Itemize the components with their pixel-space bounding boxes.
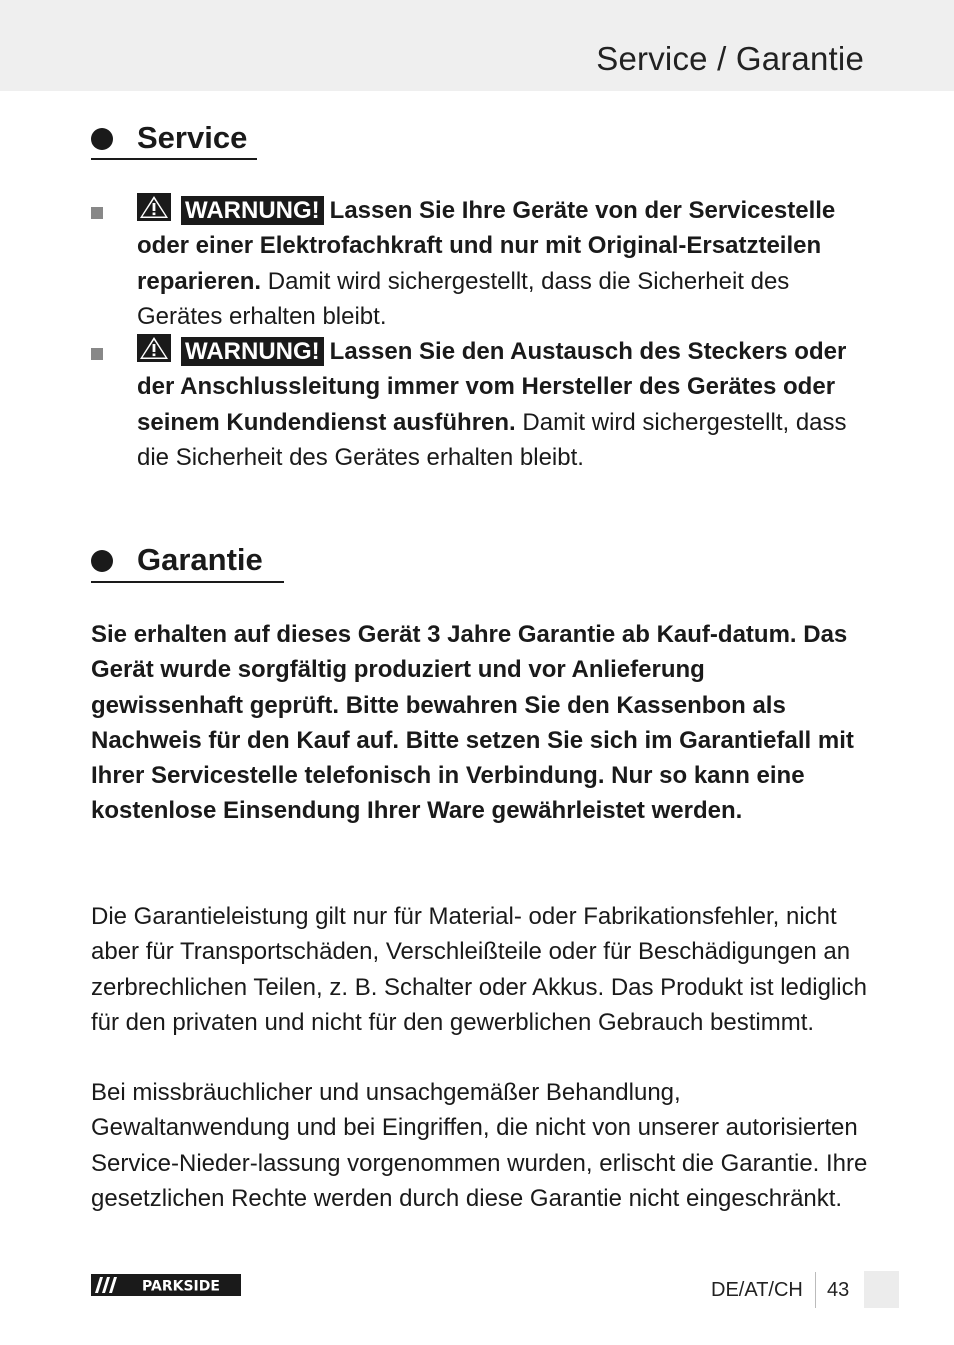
- warning-triangle-icon: [137, 334, 171, 362]
- heading-bullet-icon: [91, 128, 113, 150]
- warning-bold-text: Lassen Sie den Austausch des Steckers oder der Anschlussleitung immer vom Hersteller des Gerätes oder seinem Kundendienst ausführen.: [137, 338, 847, 436]
- garantie-heading: [91, 541, 263, 581]
- square-bullet-icon: [91, 207, 103, 219]
- service-heading-text: Service: [137, 120, 248, 155]
- garantie-heading-underline: [91, 581, 284, 583]
- list-item: [91, 193, 871, 334]
- garantie-heading-text: Garantie: [137, 542, 263, 577]
- footer-divider: [815, 1272, 816, 1308]
- logo-text: PARKSIDE: [142, 1278, 220, 1295]
- garantie-paragraph-2: Bei missbräuchlicher und unsachgemäßer Behandlung, Gewaltanwendung und bei Eingriffen, die nicht von unserer autorisierten Service-Nieder-lassung vorgenommen wurden, erlischt die Garantie. Ihre gesetzlichen Rechte werden durch diese Garantie nicht eingeschränkt.: [91, 1079, 868, 1212]
- list-item: [91, 334, 871, 475]
- warning-label: WARNUNG!: [181, 337, 324, 366]
- service-heading: [91, 119, 247, 159]
- footer-tab-marker: [864, 1271, 899, 1308]
- warning-triangle-icon: [137, 193, 171, 221]
- service-heading-underline: [91, 158, 257, 160]
- warning-bold-text: Lassen Sie Ihre Geräte von der Servicestelle oder einer Elektrofachkraft und nur mit Original-Ersatzteilen reparieren.: [137, 197, 836, 295]
- square-bullet-icon: [91, 348, 103, 360]
- garantie-paragraph-1: Die Garantieleistung gilt nur für Material- oder Fabrikationsfehler, nicht aber für Transportschäden, Verschleißteile oder für Beschädigungen an zerbrechlichen Teilen, z. B. Schalter oder Akkus. Das Produkt ist lediglich für den privaten und nicht für den gewerblichen Gebrauch bestimmt.: [91, 903, 867, 1036]
- service-list: [91, 193, 871, 475]
- footer-locale: DE/AT/CH: [711, 1279, 803, 1301]
- warning-normal-text: Damit wird sichergestellt, dass die Sicherheit des Gerätes erhalten bleibt.: [137, 267, 790, 330]
- parkside-logo: [91, 1274, 241, 1296]
- warning-normal-text: Damit wird sichergestellt, dass die Sicherheit des Gerätes erhalten bleibt.: [137, 408, 847, 472]
- page-number: 43: [827, 1279, 850, 1301]
- garantie-bold-paragraph: Sie erhalten auf dieses Gerät 3 Jahre Garantie ab Kauf-datum. Das Gerät wurde sorgfältig produziert und vor Anlieferung gewissenhaft geprüft. Bitte bewahren Sie den Kassenbon als Nachweis für den Kauf auf. Bitte setzen Sie sich im Garantiefall mit Ihrer Servicestelle telefonisch in Verbindung. Nur so kann eine kostenlose Einsendung Ihrer Ware gewährleistet werden.: [91, 621, 854, 825]
- page-header-title: Service / Garantie: [596, 40, 864, 77]
- warning-label: WARNUNG!: [181, 196, 324, 225]
- heading-bullet-icon: [91, 550, 113, 572]
